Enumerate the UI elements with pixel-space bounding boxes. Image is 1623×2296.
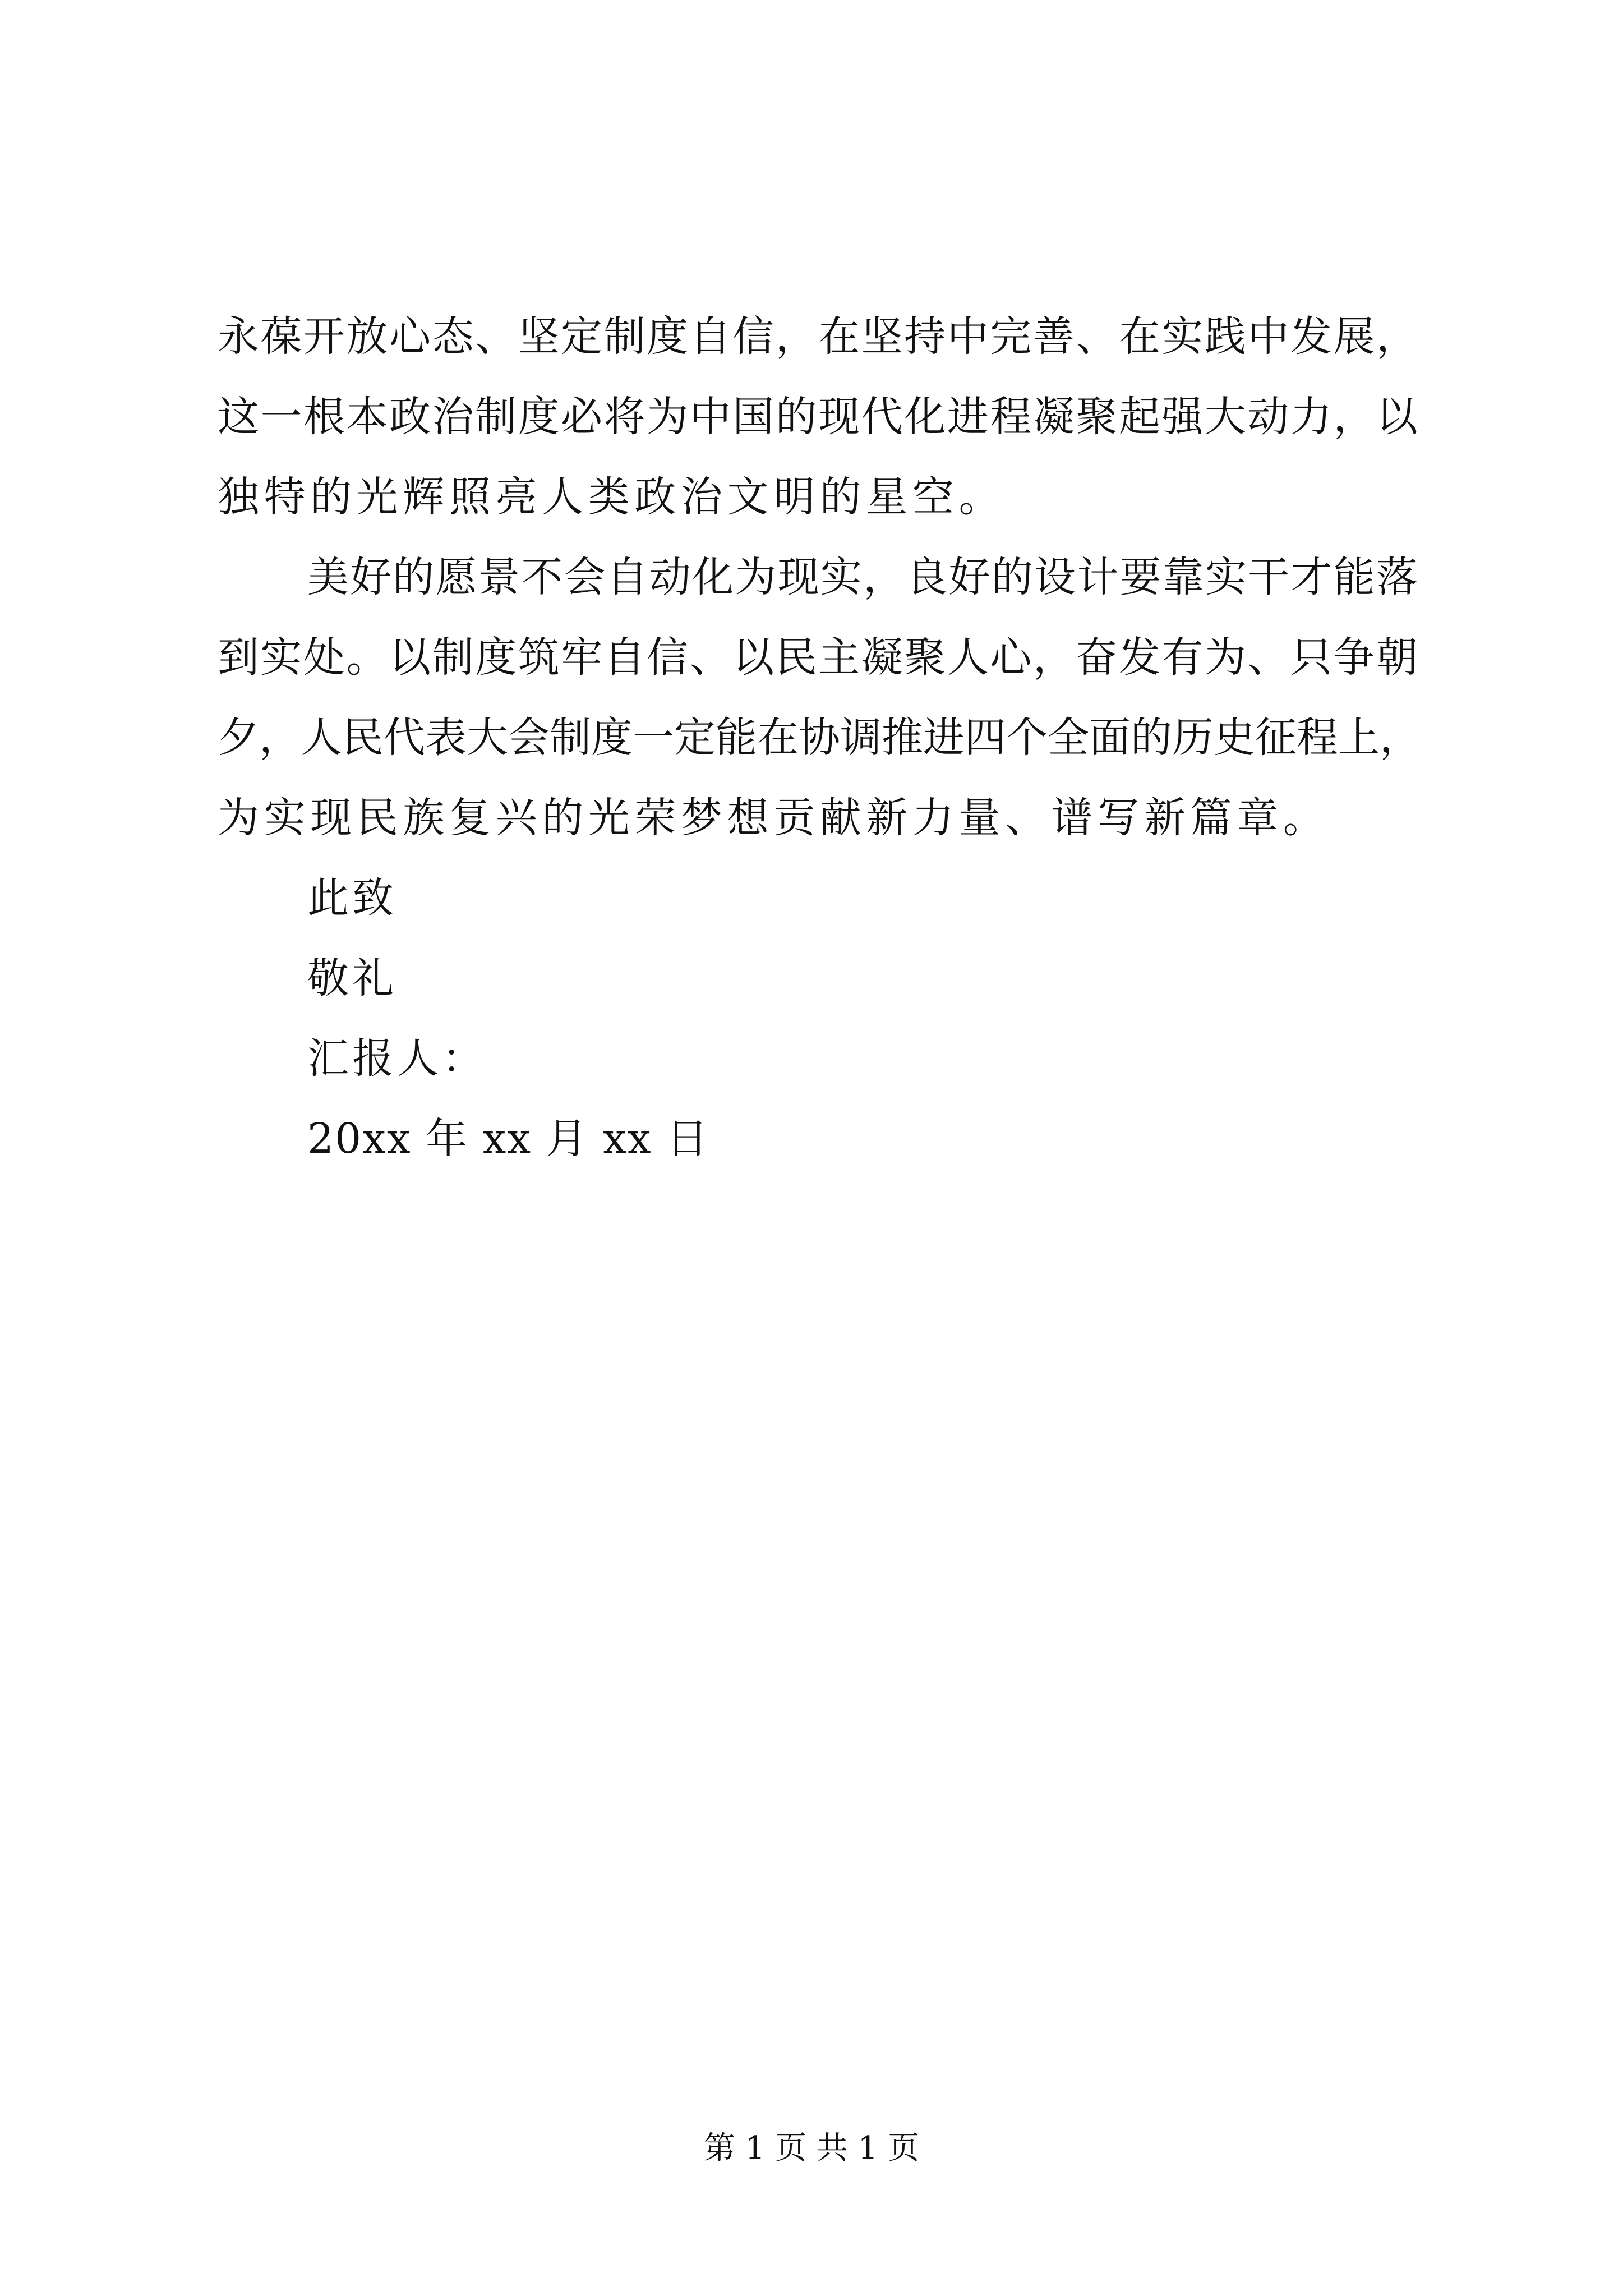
page-number-footer: 第 1 页 共 1 页 (703, 2130, 920, 2166)
paragraph2-line4: 为实现民族复兴的光荣梦想贡献新力量、谱写新篇章。 (218, 794, 1330, 842)
closing-salutation-2: 敬礼 (307, 954, 397, 1002)
report-date: 20xx 年 xx 月 xx 日 (307, 1115, 709, 1163)
paragraph2-line3: 夕，人民代表大会制度一定能在协调推进四个全面的历史征程上， (218, 714, 1421, 762)
paragraph2-line1: 美好的愿景不会自动化为现实，良好的设计要靠实干才能落 (307, 553, 1418, 601)
closing-salutation-1: 此致 (307, 874, 397, 922)
paragraph1-line3: 独特的光辉照亮人类政治文明的星空。 (218, 473, 1006, 521)
paragraph1-line1: 永葆开放心态、坚定制度自信，在坚持中完善、在实践中发展， (218, 312, 1418, 361)
paragraph2-line2: 到实处。以制度筑牢自信、以民主凝聚人心，奋发有为、只争朝 (218, 633, 1418, 682)
reporter-label: 汇报人： (307, 1034, 487, 1083)
paragraph1-line2: 这一根本政治制度必将为中国的现代化进程凝聚起强大动力，以 (218, 393, 1418, 441)
